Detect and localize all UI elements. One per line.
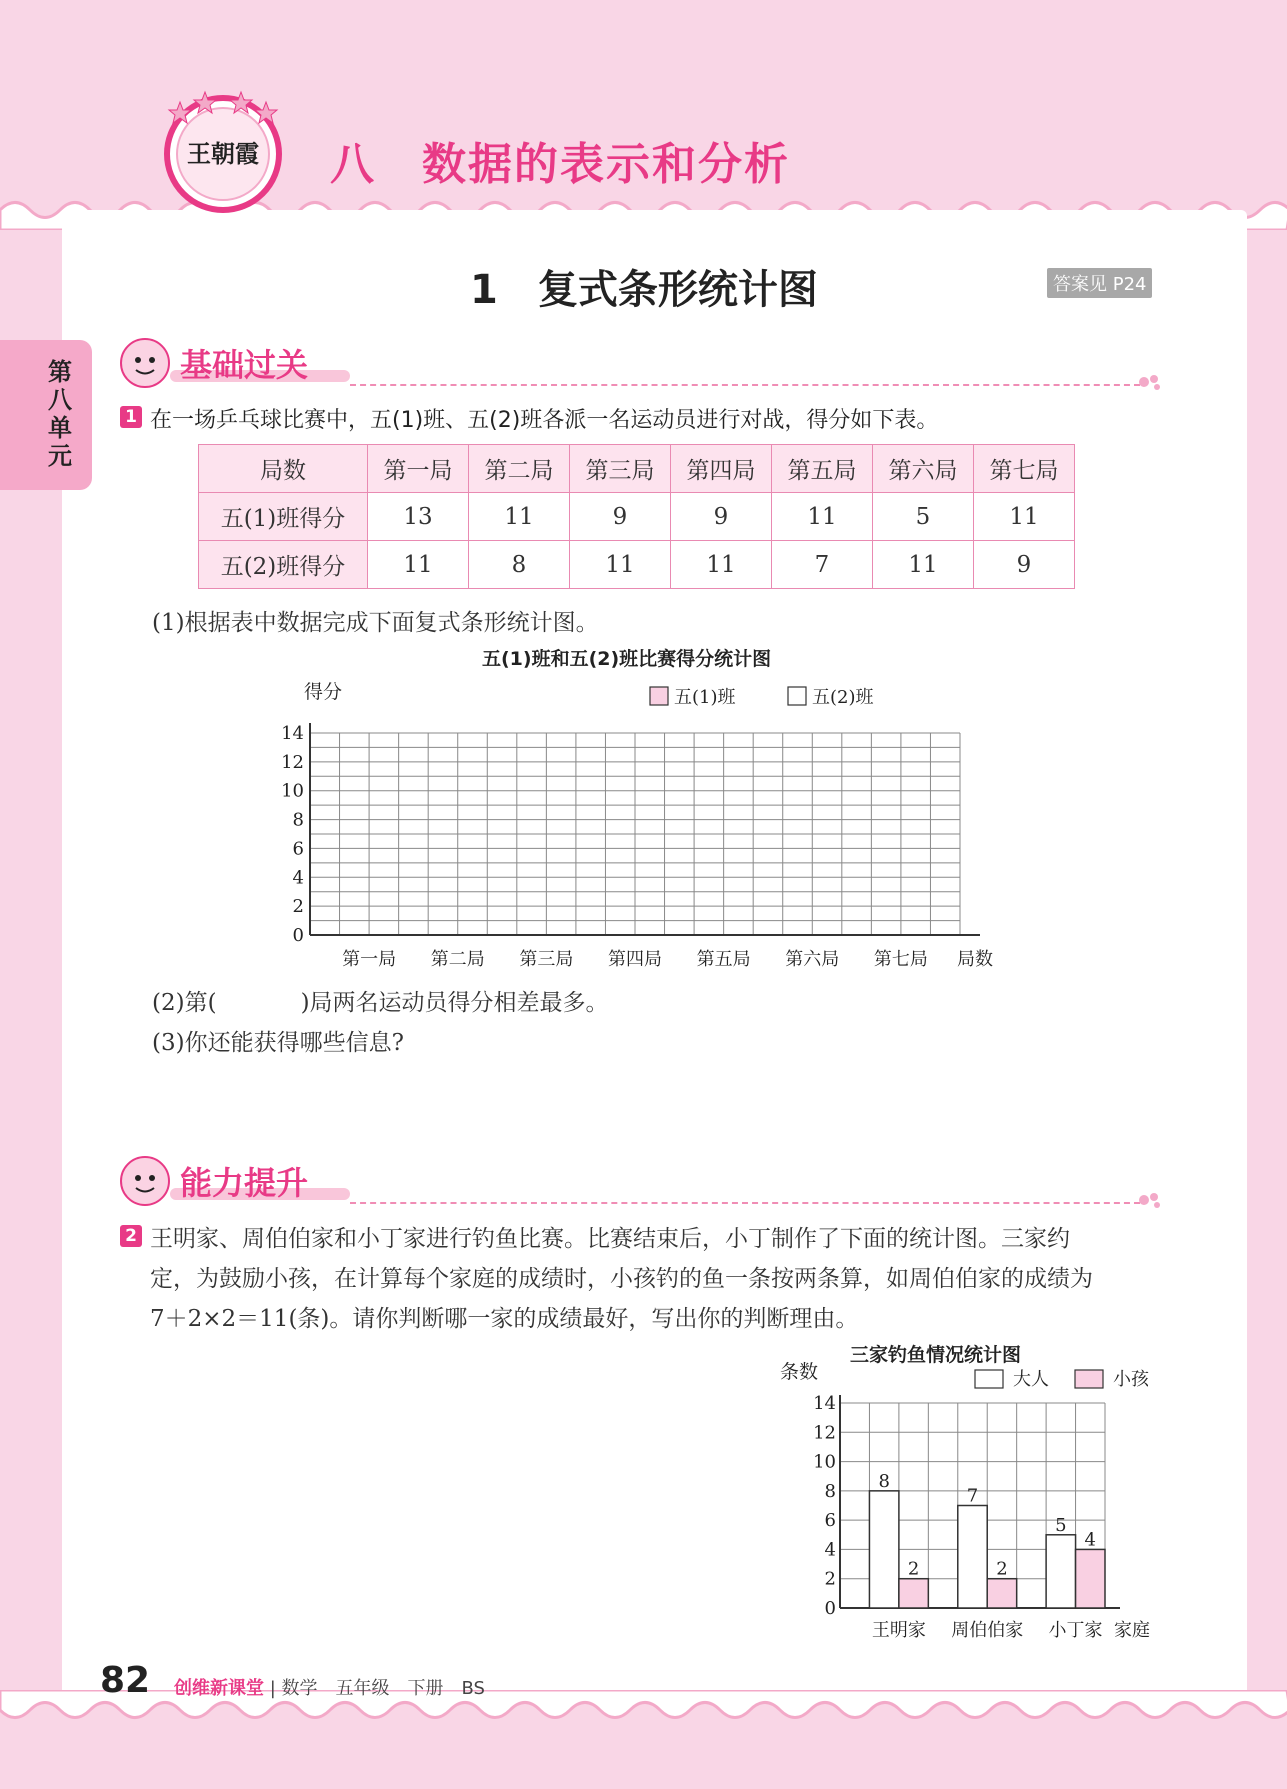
subquestion-1: (1)根据表中数据完成下面复式条形统计图。 xyxy=(152,610,599,636)
table-cell: 11 xyxy=(368,541,469,589)
table-cell: 11 xyxy=(570,541,671,589)
table-cell: 第六局 xyxy=(873,445,974,493)
y-tick-label: 10 xyxy=(813,1451,836,1473)
y-tick-label: 14 xyxy=(813,1393,836,1414)
y-tick-label: 0 xyxy=(824,1598,836,1619)
table-cell: 11 xyxy=(469,493,570,541)
x-tick-label: 第二局 xyxy=(430,949,485,970)
table-cell: 13 xyxy=(368,493,469,541)
table-cell: 8 xyxy=(469,541,570,589)
x-tick-label: 第三局 xyxy=(519,949,574,970)
legend-swatch xyxy=(788,687,806,705)
section-title: 1 复式条形统计图 xyxy=(470,267,818,313)
bar xyxy=(987,1579,1016,1608)
unit-title: 八 数据的表示和分析 xyxy=(330,139,790,190)
legend-swatch xyxy=(650,687,668,705)
y-tick-label: 14 xyxy=(281,723,304,744)
legend-label: 五(1)班 xyxy=(674,687,736,708)
heading-dotted-line xyxy=(350,1202,1140,1204)
y-tick-label: 4 xyxy=(824,1539,836,1561)
question-number-1: 1 xyxy=(120,406,142,428)
mascot-icon xyxy=(118,1154,172,1208)
table-cell: 第五局 xyxy=(772,445,873,493)
chart2-fishing-bars xyxy=(770,1350,1170,1650)
bar xyxy=(958,1506,987,1609)
subquestion-2 xyxy=(152,984,609,1017)
legend-label: 小孩 xyxy=(1113,1369,1149,1390)
table-cell: 第四局 xyxy=(671,445,772,493)
bar xyxy=(1076,1549,1105,1608)
bar-value-label: 7 xyxy=(966,1485,979,1507)
y-tick-label: 12 xyxy=(281,751,304,773)
unit-side-tab-label: 第八单元 xyxy=(48,358,72,470)
bar-value-label: 2 xyxy=(907,1558,920,1580)
legend-swatch xyxy=(1075,1370,1103,1388)
table-cell: 9 xyxy=(974,541,1075,589)
y-tick-label: 4 xyxy=(292,867,304,889)
table-row xyxy=(199,493,1075,541)
section-heading-basic: 基础过关 xyxy=(180,346,309,384)
score-table xyxy=(198,444,1075,589)
question-2-line-2: 定，为鼓励小孩，在计算每个家庭的成绩时，小孩钓的鱼一条按两条算，如周伯伯家的成绩为 xyxy=(150,1266,1093,1292)
table-cell: 11 xyxy=(873,541,974,589)
table-cell: 第七局 xyxy=(974,445,1075,493)
question-number-2: 2 xyxy=(120,1225,142,1247)
x-tick-label: 第七局 xyxy=(873,949,928,970)
y-tick-label: 10 xyxy=(281,780,304,802)
subquestion-2-prefix: (2)第( xyxy=(152,990,217,1016)
table-cell: 第三局 xyxy=(570,445,671,493)
page-number: 82 xyxy=(100,1660,151,1701)
x-tick-label: 第四局 xyxy=(608,949,662,970)
footer-brand: 创维新课堂 xyxy=(174,1678,264,1699)
table-cell: 9 xyxy=(671,493,772,541)
section-heading-advanced: 能力提升 xyxy=(180,1164,309,1202)
y-tick-label: 6 xyxy=(292,838,304,860)
table-cell: 9 xyxy=(570,493,671,541)
bar-value-label: 8 xyxy=(878,1470,890,1492)
bar-value-label: 4 xyxy=(1084,1529,1097,1551)
footer-info xyxy=(174,1674,485,1700)
y-tick-label: 8 xyxy=(824,1480,836,1502)
question-1-stem: 在一场乒乓球比赛中，五(1)班、五(2)班各派一名运动员进行对战，得分如下表。 xyxy=(150,408,939,433)
subquestion-2-suffix: )局两名运动员得分相差最多。 xyxy=(300,990,609,1016)
svg-text:王朝霞: 王朝霞 xyxy=(187,139,259,168)
y-tick-label: 8 xyxy=(292,809,304,831)
chart2-title: 三家钓鱼情况统计图 xyxy=(850,1344,1022,1366)
subquestion-3: (3)你还能获得哪些信息? xyxy=(152,1030,404,1056)
bar xyxy=(899,1579,928,1608)
x-axis-label: 家庭 xyxy=(1114,1620,1150,1641)
table-header-row xyxy=(199,445,1075,493)
table-cell: 局数 xyxy=(199,445,368,493)
table-cell: 11 xyxy=(671,541,772,589)
legend-label: 五(2)班 xyxy=(812,687,874,708)
table-cell: 五(1)班得分 xyxy=(199,493,368,541)
bar xyxy=(869,1491,898,1608)
table-cell: 第一局 xyxy=(368,445,469,493)
bubble-dots-icon xyxy=(1138,372,1162,392)
heading-dotted-line xyxy=(350,384,1140,386)
y-tick-label: 6 xyxy=(824,1510,836,1532)
x-tick-label: 小丁家 xyxy=(1048,1620,1103,1641)
mascot-icon xyxy=(118,336,172,390)
y-tick-label: 2 xyxy=(292,896,304,918)
y-axis-label: 条数 xyxy=(780,1361,819,1383)
legend-label: 大人 xyxy=(1013,1369,1049,1390)
table-cell: 11 xyxy=(772,493,873,541)
y-tick-label: 0 xyxy=(292,925,304,946)
chart1-title: 五(1)班和五(2)班比赛得分统计图 xyxy=(482,648,772,670)
brand-logo xyxy=(160,88,286,214)
y-axis-label: 得分 xyxy=(304,681,343,703)
x-tick-label: 王明家 xyxy=(871,1620,926,1641)
bar-value-label: 2 xyxy=(996,1558,1008,1580)
x-tick-label: 第六局 xyxy=(785,949,840,970)
x-tick-label: 第五局 xyxy=(696,949,751,970)
footer-info-text: 数学 五年级 下册 BS xyxy=(281,1678,485,1699)
question-2-line-3: 7＋2×2＝11(条)。请你判断哪一家的成绩最好，写出你的判断理由。 xyxy=(150,1306,859,1332)
bar-value-label: 5 xyxy=(1055,1514,1067,1536)
y-tick-label: 2 xyxy=(824,1568,836,1590)
y-tick-label: 12 xyxy=(813,1422,836,1444)
answer-reference-badge: 答案见 P24 xyxy=(1047,268,1152,298)
footer-divider: | xyxy=(264,1678,282,1699)
table-cell: 7 xyxy=(772,541,873,589)
x-tick-label: 第一局 xyxy=(342,949,397,970)
bar xyxy=(1046,1535,1075,1608)
table-cell: 11 xyxy=(974,493,1075,541)
x-axis-label: 局数 xyxy=(957,949,993,970)
x-tick-label: 周伯伯家 xyxy=(951,1620,1024,1641)
table-cell: 五(2)班得分 xyxy=(199,541,368,589)
legend-swatch xyxy=(975,1370,1003,1388)
table-cell: 第二局 xyxy=(469,445,570,493)
table-row xyxy=(199,541,1075,589)
table-cell: 5 xyxy=(873,493,974,541)
bubble-dots-icon xyxy=(1138,1190,1162,1210)
question-2-line-1: 王明家、周伯伯家和小丁家进行钓鱼比赛。比赛结束后，小丁制作了下面的统计图。三家约 xyxy=(150,1226,1070,1252)
chart1-score-grid xyxy=(270,670,1010,980)
